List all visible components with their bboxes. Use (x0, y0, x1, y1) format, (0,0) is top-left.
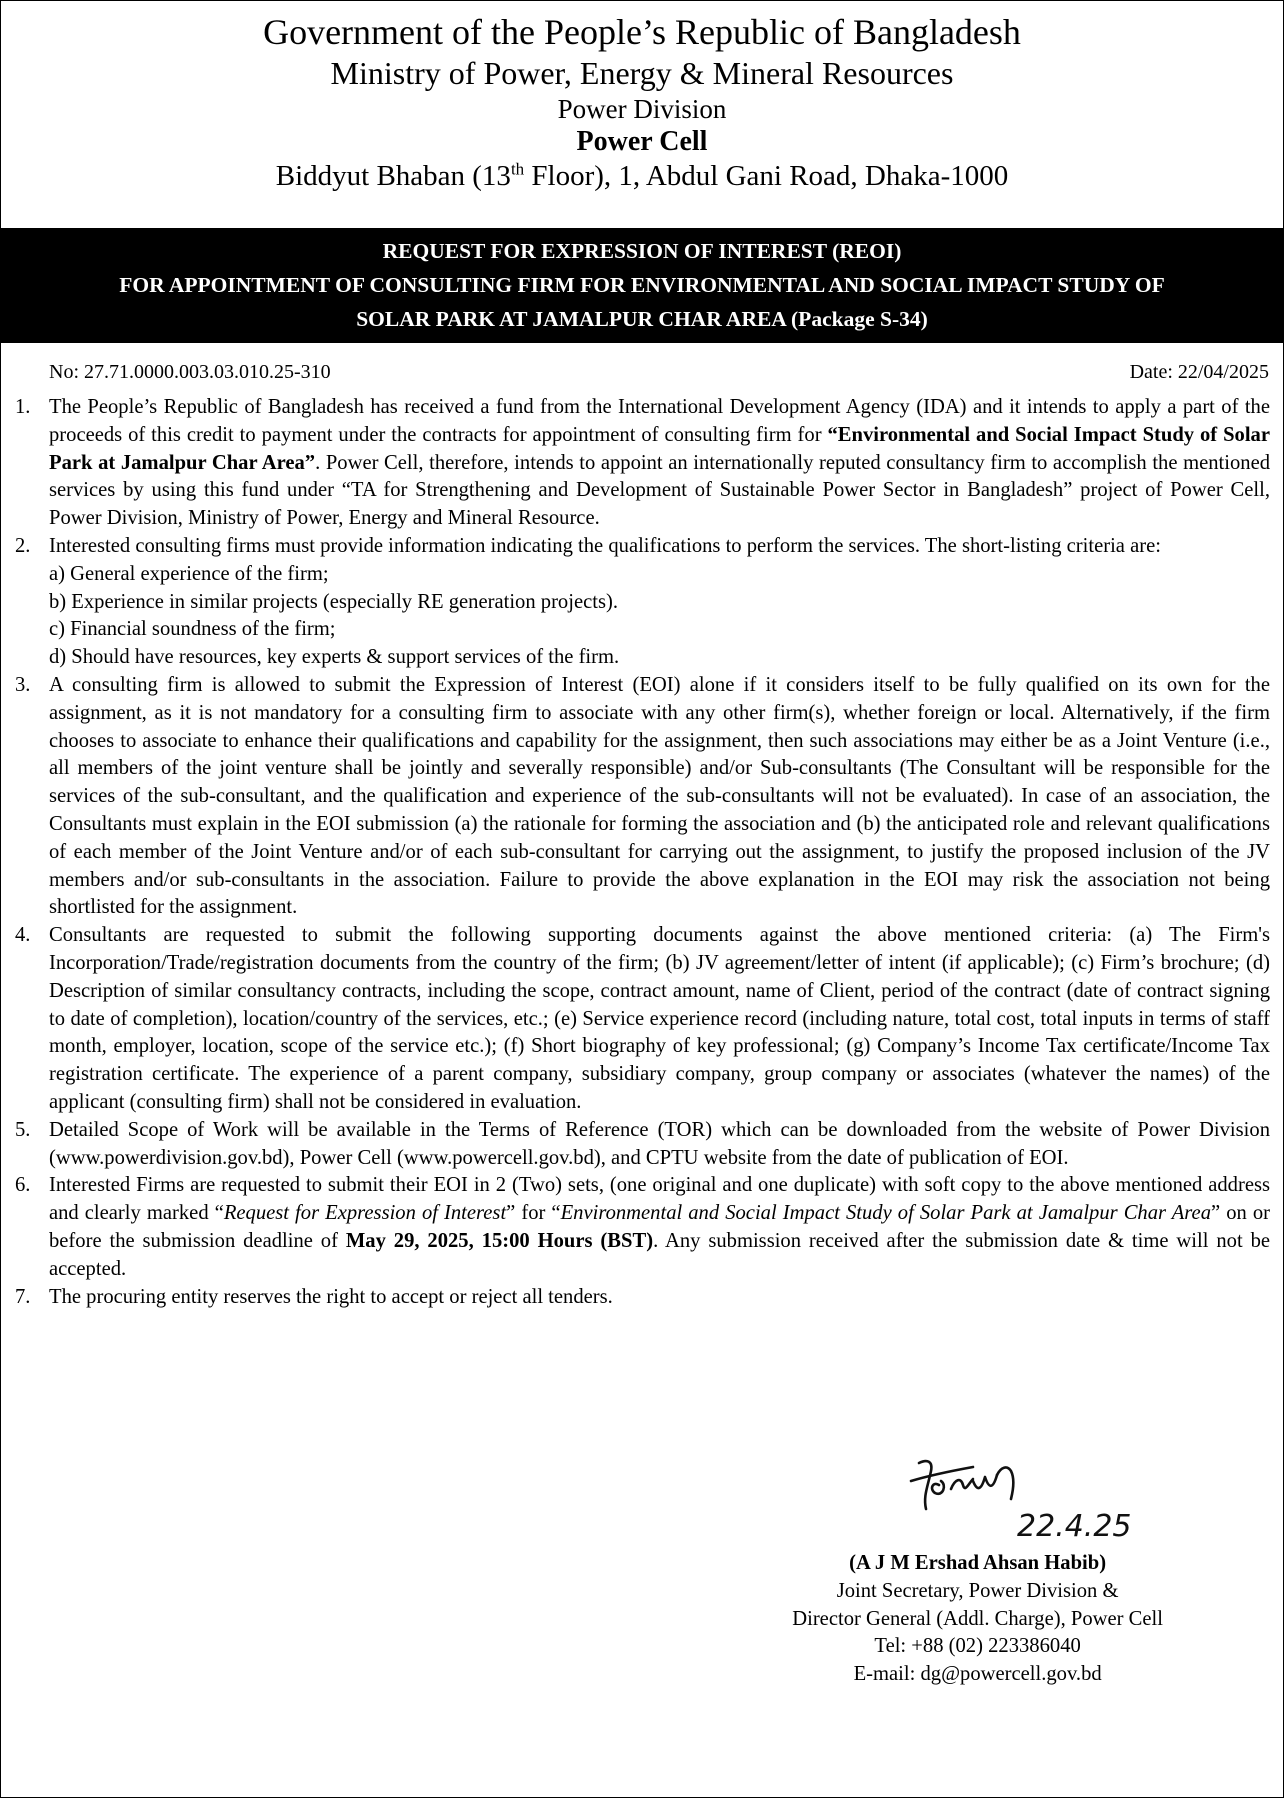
signatory-block (792, 1550, 1163, 1689)
office-address: Biddyut Bhaban (13th Floor), 1, Abdul Gani Road, Dhaka-1000 (275, 158, 1009, 192)
signatory-title-2: Director General (Addl. Charge), Power Cell (792, 1607, 1163, 1630)
notice-body (15, 394, 1270, 1311)
signatory-tel: Tel: +88 (02) 223386040 (874, 1635, 1081, 1658)
clause-7: 7. The procuring entity reserves the right to accept or reject all tenders. (15, 1285, 613, 1308)
signatory-title-1: Joint Secretary, Power Division & (836, 1579, 1119, 1602)
criterion-a: a) General experience of the firm; (49, 562, 329, 585)
division-title: Power Division (557, 93, 727, 124)
clause-2: 2. Interested consulting firms must provide information indicating the qualifications to perform the services. The short-listing criteria are: a) General experience of the firm; b) Experience in similar projects (especially RE generation projects). c) Financial soundness of the firm; d) Should have resources, key experts & support services of the firm. (15, 533, 1270, 672)
clause-6: 6. Interested Firms are requested to submit their EOI in 2 (Two) sets, (one original and one duplicate) with soft copy to the above mentioned address and clearly marked “Request for Expression of Interest” for “Environmental and Social Impact Study of Solar Park at Jamalpur Char Area” on or before the submission deadline of May 29, 2025, 15:00 Hours (BST). Any submission received after the submission date & time will not be accepted. (15, 1174, 1271, 1280)
ministry-title: Ministry of Power, Energy & Mineral Resources (330, 55, 954, 92)
clause-3: 3. A consulting firm is allowed to submit the Expression of Interest (EOI) alone if it considers itself to be fully qualified on its own for the assignment, as it is not mandatory for a consulting firm to associate with any other firm(s), whether foreign or local. Alternatively, if the firm chooses to associate to enhance their qualifications and capability for the assignment, then such associations may either be as a Joint Venture (i.e., all members of the joint venture shall be jointly and severally responsible) and/or Sub-consultants (The Consultant will be responsible for the services of the sub-consultant, and the qualification and experience of the sub-consultants will not be evaluated). In case of an association, the Consultants must explain in the EOI submission (a) the rationale for forming the association and (b) the anticipated role and relevant qualifications of each member of the Joint Venture and/or of each sub-consultant for carrying out the assignment, to justify the proposed inclusion of the JV members and/or sub-consultants in the association. Failure to provide the above explanation in the EOI may risk the association not being shortlisted for the assignment. (15, 673, 1270, 919)
criterion-b: b) Experience in similar projects (especially RE generation projects). (49, 590, 618, 613)
banner-line-1: REQUEST FOR EXPRESSION OF INTEREST (REOI) (382, 239, 902, 263)
reference-number: No: 27.71.0000.003.03.010.25-310 (49, 361, 331, 383)
criterion-c: c) Financial soundness of the firm; (49, 618, 336, 641)
handwritten-signature (801, 1441, 1221, 1551)
reference-row (49, 361, 1269, 384)
banner-line-3: SOLAR PARK AT JAMALPUR CHAR AREA (Package S-34) (356, 307, 928, 331)
signatory-email: E-mail: dg@powercell.gov.bd (853, 1663, 1102, 1686)
government-title: Government of the People’s Republic of Bangladesh (263, 12, 1021, 52)
criterion-d: d) Should have resources, key experts & support services of the firm. (49, 646, 620, 669)
signatory-name: (A J M Ershad Ahsan Habib) (849, 1552, 1107, 1574)
office-title: Power Cell (576, 125, 708, 157)
signature-date: 22.4.25 (1017, 1509, 1132, 1544)
letterhead (1, 1, 1283, 193)
clause-1: 1. The People’s Republic of Bangladesh has received a fund from the International Development Agency (IDA) and it intends to apply a part of the proceeds of this credit to payment under the contracts for appointment of consulting firm for “Environmental and Social Impact Study of Solar Park at Jamalpur Char Area”. Power Cell, therefore, intends to appoint an internationally reputed consultancy firm to accomplish the mentioned services by using this fund under “TA for Strengthening and Development of Sustainable Power Sector in Bangladesh” project of Power Cell, Power Division, Ministry of Power, Energy and Mineral Resource. (15, 396, 1271, 530)
notice-date: Date: 22/04/2025 (1129, 361, 1269, 383)
clause-4: 4. Consultants are requested to submit the following supporting documents against the above mentioned criteria: (a) The Firm's Incorporation/Trade/registration documents from the country of the firm; (b) JV agreement/letter of intent (if applicable); (c) Firm’s brochure; (d) Description of similar consultancy contracts, including the scope, contract amount, name of Client, period of the contract (date of contract signing to date of completion), location/country of the services, etc.; (e) Service experience record (including nature, total cost, total inputs in terms of staff month, employer, location, scope of the service etc.); (f) Short biography of key professional; (g) Company’s Income Tax certificate/Income Tax registration certificate. The experience of a parent company, subsidiary company, group company or associates (whatever the names) of the applicant (consulting firm) shall not be considered in evaluation. (15, 924, 1270, 1113)
clause-5: 5. Detailed Scope of Work will be available in the Terms of Reference (TOR) which can be downloaded from the website of Power Division (www.powerdivision.gov.bd), Power Cell (www.powercell.gov.bd), and CPTU website from the date of publication of EOI. (15, 1118, 1270, 1169)
banner-line-2: FOR APPOINTMENT OF CONSULTING FIRM FOR ENVIRONMENTAL AND SOCIAL IMPACT STUDY OF (119, 273, 1165, 297)
reoi-title-banner (1, 228, 1283, 343)
